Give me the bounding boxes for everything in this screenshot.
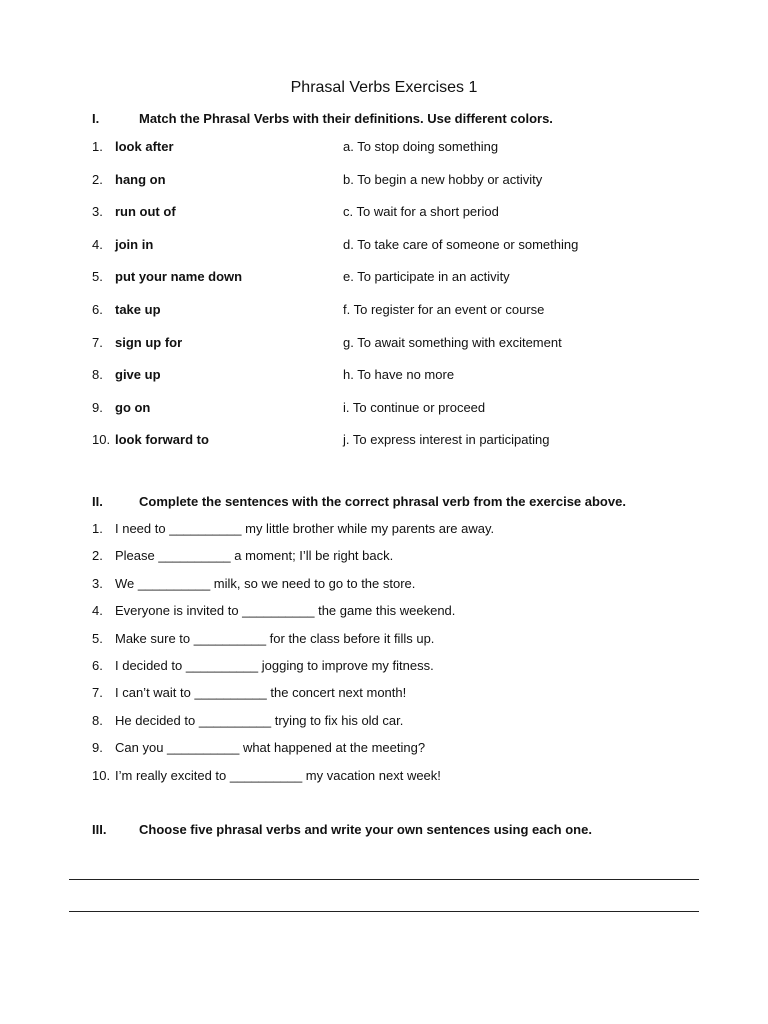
sentence-text: Everyone is invited to __________ the game this weekend. [115,603,456,619]
item-number: 2. [92,548,103,564]
item-number: 2. [92,171,103,187]
definition: b. To begin a new hobby or activity [343,171,543,187]
sentence-text: Make sure to __________ for the class before it fills up. [115,630,435,646]
phrasal-verb: look forward to [115,432,209,448]
phrasal-verb: put your name down [115,269,243,285]
section-3-heading [92,822,592,838]
definition: i. To continue or proceed [343,399,486,415]
section-1-heading [92,111,553,127]
item-number: 7. [92,685,103,701]
item-number: 5. [92,630,103,646]
definition: a. To stop doing something [343,139,499,154]
item-number: 8. [92,367,103,383]
phrasal-verb: take up [115,301,161,317]
sentence-text: I can’t wait to __________ the concert next month! [115,685,407,701]
section-2-instruction: Complete the sentences with the correct phrasal verb from the exercise above. [139,494,626,509]
item-number: 9. [92,399,103,415]
item-number: 9. [92,740,103,756]
phrasal-verb: sign up for [115,334,183,350]
phrasal-verb: run out of [115,204,176,220]
item-number: 6. [92,657,103,673]
item-number: 1. [92,521,103,536]
definition: f. To register for an event or course [343,301,545,317]
section-1-number: I. [92,111,100,126]
phrasal-verb: join in [115,236,154,252]
item-number: 10. [92,767,111,783]
section-2-number: II. [92,494,103,509]
sentence-text: I decided to __________ jogging to improve my fitness. [115,657,434,673]
item-number: 3. [92,204,103,220]
section-3-instruction: Choose five phrasal verbs and write your own sentences using each one. [139,822,592,837]
item-number: 4. [92,603,103,619]
item-number: 7. [92,334,103,350]
page-title: Phrasal Verbs Exercises 1 [290,79,478,96]
sentence-text: I’m really excited to __________ my vacation next week! [115,767,441,783]
answer-line [69,879,699,880]
item-number: 4. [92,236,103,252]
definition: g. To await something with excitement [343,334,562,350]
sentence-text: We __________ milk, so we need to go to the store. [115,575,416,591]
definition: c. To wait for a short period [343,204,499,220]
item-number: 10. [92,432,111,448]
phrasal-verb: go on [115,399,151,415]
answer-line [69,911,699,912]
definition: d. To take care of someone or something [343,236,579,252]
phrasal-verb: look after [115,139,174,154]
definition: e. To participate in an activity [343,269,510,285]
phrasal-verb: give up [115,367,161,383]
item-number: 3. [92,575,103,591]
section-3-number: III. [92,822,107,837]
item-number: 1. [92,139,103,154]
sentence-text: I need to __________ my little brother while my parents are away. [115,521,495,536]
definition: j. To express interest in participating [343,432,550,448]
sentence-text: Please __________ a moment; I’ll be right back. [115,548,394,564]
item-number: 6. [92,301,103,317]
phrasal-verb: hang on [115,171,166,187]
section-1-instruction: Match the Phrasal Verbs with their definitions. Use different colors. [139,111,553,126]
section-2-heading [92,494,626,510]
item-number: 5. [92,269,103,285]
sentence-text: He decided to __________ trying to fix his old car. [115,712,404,728]
sentence-text: Can you __________ what happened at the meeting? [115,740,426,756]
definition: h. To have no more [343,367,455,383]
item-number: 8. [92,712,103,728]
